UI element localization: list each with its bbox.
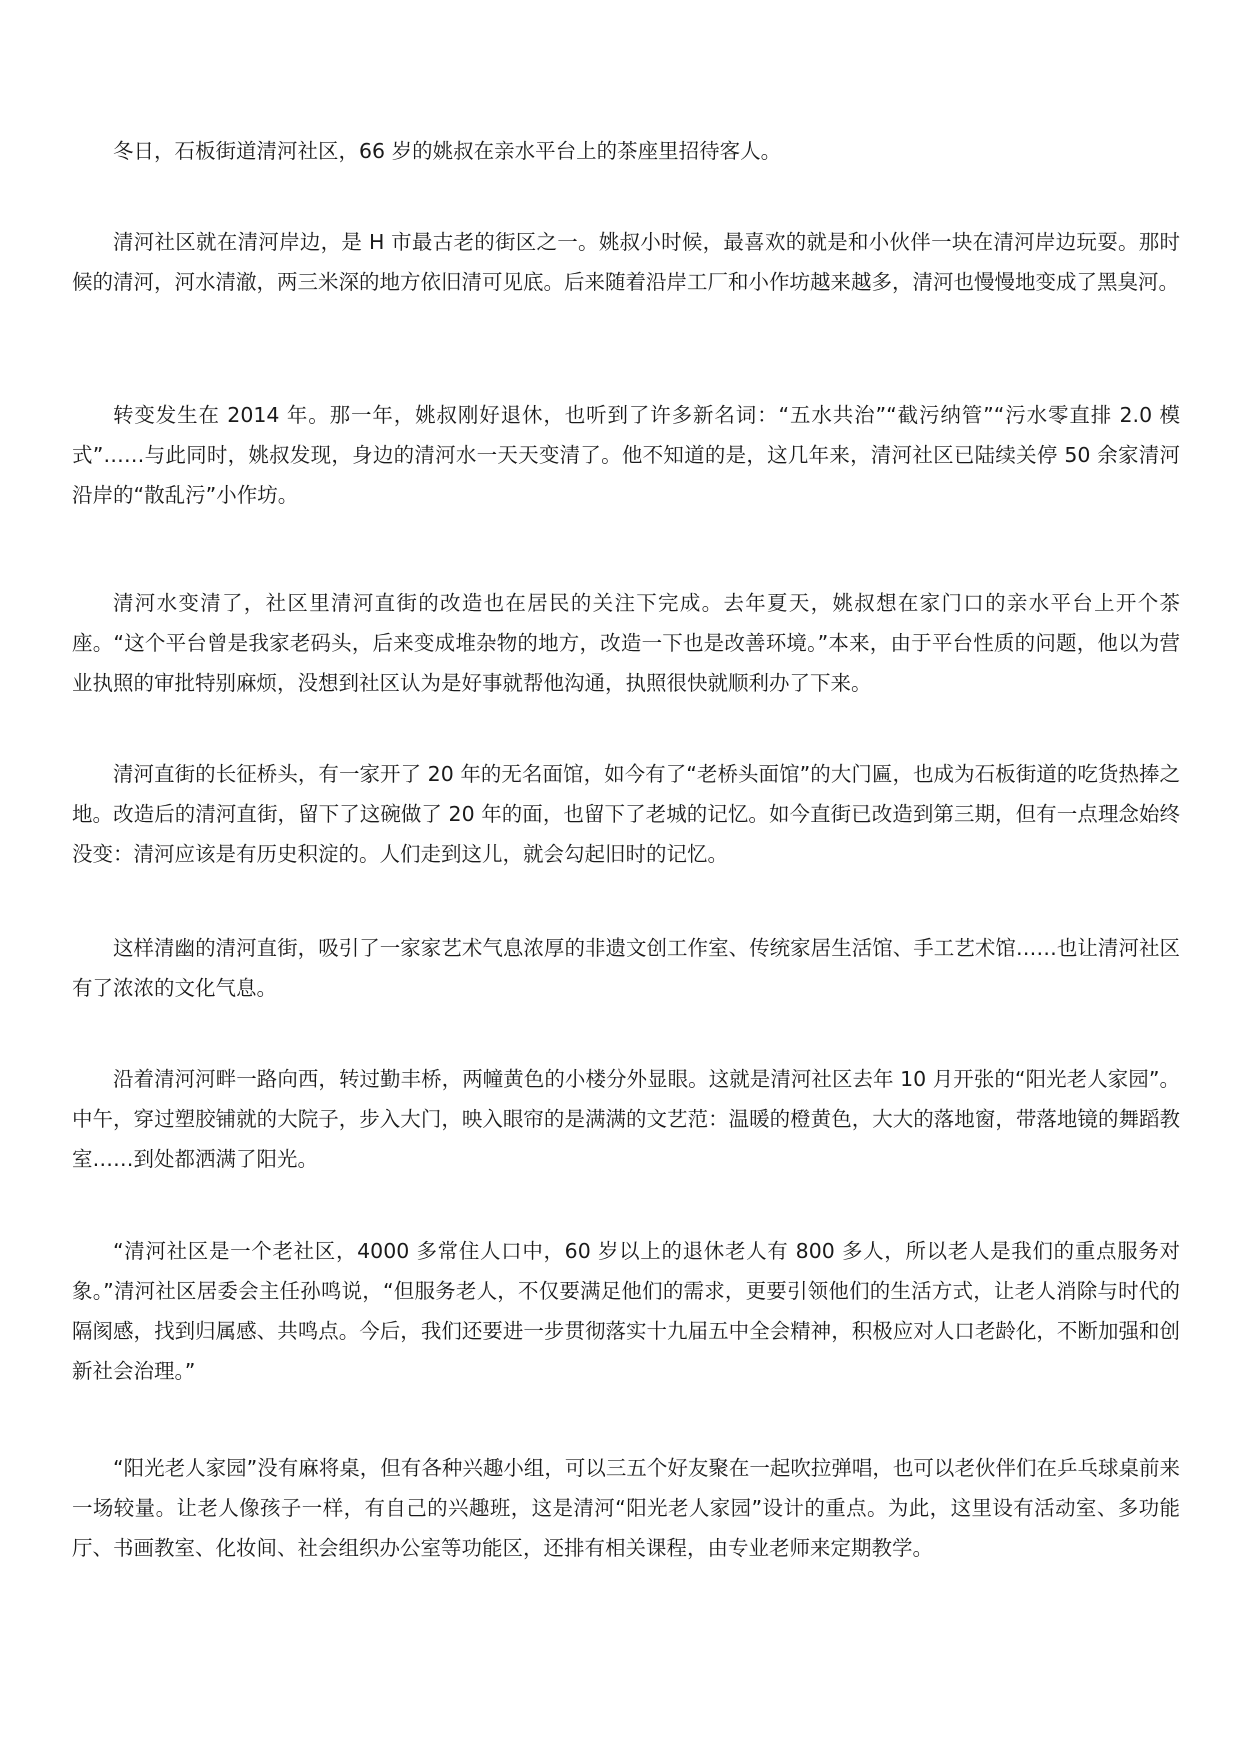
paragraph-8: “清河社区是一个老社区，4000 多常住人口中，60 岁以上的退休老人有 800 多人，所以老人是我们的重点服务对象。”清河社区居委会主任孙鸣说，“但服务老人，不仅要满足他们的需求，更要引领他们的生活方式，让老人消除与时代的隔阂感，找到归属感、共鸣点。今后，我们还要进一步贯彻落实十九届五中全会精神，积极应对人口老龄化，不断加强和创新社会治理。” <box>72 1239 1180 1383</box>
paragraph-3: 转变发生在 2014 年。那一年，姚叔刚好退休，也听到了许多新名词：“五水共治”“截污纳管”“污水零直排 2.0 模式”……与此同时，姚叔发现，身边的清河水一天天变清了。他不知道的是，这几年来，清河社区已陆续关停 50 余家清河沿岸的“散乱污”小作坊。 <box>72 403 1180 507</box>
paragraph-4: 清河水变清了，社区里清河直街的改造也在居民的关注下完成。去年夏天，姚叔想在家门口的亲水平台上开个茶座。“这个平台曾是我家老码头，后来变成堆杂物的地方，改造一下也是改善环境。”本来，由于平台性质的问题，他以为营业执照的审批特别麻烦，没想到社区认为是好事就帮他沟通，执照很快就顺利办了下来。 <box>72 591 1180 695</box>
document-page <box>72 0 1180 1754</box>
paragraph-9: “阳光老人家园”没有麻将桌，但有各种兴趣小组，可以三五个好友聚在一起吹拉弹唱，也可以老伙伴们在乒乓球桌前来一场较量。让老人像孩子一样，有自己的兴趣班，这是清河“阳光老人家园”设计的重点。为此，这里设有活动室、多功能厅、书画教室、化妆间、社会组织办公室等功能区，还排有相关课程，由专业老师来定期教学。 <box>72 1456 1180 1560</box>
paragraph-2: 清河社区就在清河岸边，是 H 市最古老的街区之一。姚叔小时候，最喜欢的就是和小伙伴一块在清河岸边玩耍。那时候的清河，河水清澈，两三米深的地方依旧清可见底。后来随着沿岸工厂和小作坊越来越多，清河也慢慢地变成了黑臭河。 <box>72 230 1180 294</box>
paragraph-1: 冬日，石板街道清河社区，66 岁的姚叔在亲水平台上的茶座里招待客人。 <box>113 139 782 163</box>
paragraph-7: 沿着清河河畔一路向西，转过勤丰桥，两幢黄色的小楼分外显眼。这就是清河社区去年 10 月开张的“阳光老人家园”。中午，穿过塑胶铺就的大院子，步入大门，映入眼帘的是满满的文艺范：温暖的橙黄色，大大的落地窗，带落地镜的舞蹈教室……到处都洒满了阳光。 <box>72 1067 1180 1171</box>
paragraph-5: 清河直街的长征桥头，有一家开了 20 年的无名面馆，如今有了“老桥头面馆”的大门匾，也成为石板街道的吃货热捧之地。改造后的清河直街，留下了这碗做了 20 年的面，也留下了老城的记忆。如今直街已改造到第三期，但有一点理念始终没变：清河应该是有历史积淀的。人们走到这儿，就会勾起旧时的记忆。 <box>72 762 1180 866</box>
paragraph-6: 这样清幽的清河直街，吸引了一家家艺术气息浓厚的非遗文创工作室、传统家居生活馆、手工艺术馆……也让清河社区有了浓浓的文化气息。 <box>72 936 1180 1000</box>
